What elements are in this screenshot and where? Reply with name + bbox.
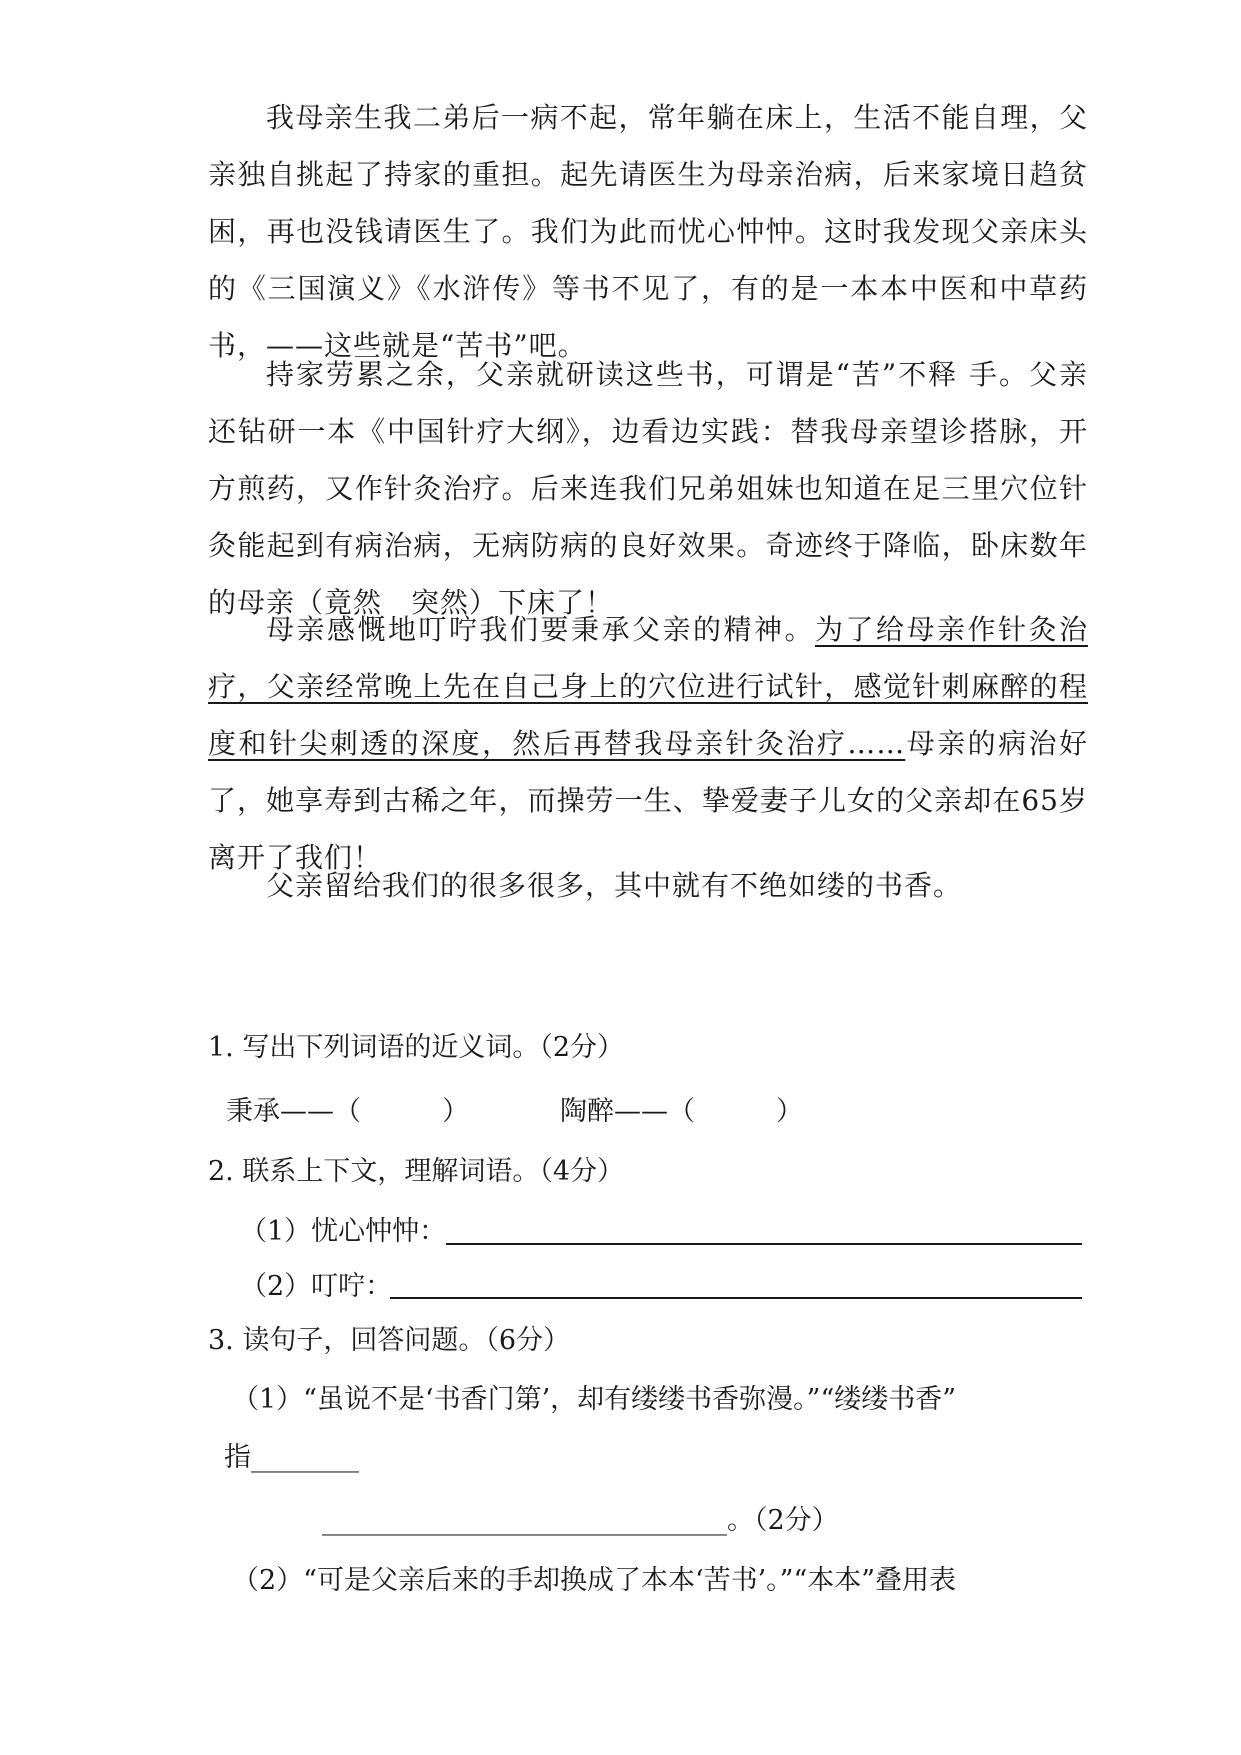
question-2-item-1: （1）忧心忡忡： [240, 1216, 447, 1247]
question-2-item-2: （2）叮咛： [240, 1271, 393, 1302]
question-3-item-2: （2）“可是父亲后来的手却换成了本本‘苦书’。”“本本”叠用表 [232, 1565, 957, 1596]
question-1-item-2: 陶醉——（ ） [560, 1096, 803, 1127]
passage-paragraph-2 [208, 346, 1088, 631]
question-3-item-1-continued: 指________ [224, 1442, 359, 1473]
answer-line-1[interactable] [446, 1243, 1082, 1245]
question-1-title: 1. 写出下列词语的近义词。（2分） [208, 1032, 625, 1063]
question-3-title: 3. 读句子，回答问题。（6分） [208, 1325, 571, 1356]
answer-line-2[interactable] [390, 1297, 1082, 1299]
passage-paragraph-3-lead: 母亲感慨地叮咛我们要秉承父亲的精神。 [266, 613, 815, 646]
passage-paragraph-1: 我母亲生我二弟后一病不起，常年躺在床上，生活不能自理，父亲独自挑起了持家的重担。起先请医生为母亲治病，后来家境日趋贫困，再也没钱请医生了。我们为此而忧心忡忡。这时我发现父亲床头的《三国演义》《水浒传》等书不见了，有的是一本本中医和中草药书，——这些就是“苦书”吧。 [208, 101, 1088, 362]
passage-paragraph-4: 父亲留给我们的很多很多，其中就有不绝如缕的书香。 [266, 869, 963, 902]
question-2-title: 2. 联系上下文，理解词语。（4分） [208, 1156, 625, 1187]
question-3-item-1: （1）“虽说不是‘书香门第’，却有缕缕书香弥漫。”“缕缕书香” [232, 1384, 957, 1415]
passage-paragraph-3-tail: 母亲的病治好了，她享寿到古稀之年，而操劳一生、挚爱妻子儿女的父亲却在65岁离开了我们！ [208, 727, 1088, 874]
passage-paragraph-3 [208, 601, 1088, 886]
question-1-item-1: 秉承——（ ） [226, 1096, 469, 1127]
underlined-sentence: 为了给母亲作针灸治疗，父亲经常晚上先在自己身上的穴位进行试针，感觉针刺麻醉的程度和针尖刺透的深度，然后再替我母亲针灸治疗…… [208, 613, 1088, 760]
question-3-item-1-blank: ______________________________。（2分） [322, 1505, 839, 1536]
passage-paragraph-2-text: 持家劳累之余，父亲就研读这些书，可谓是“苦”不释 手。父亲还钻研一本《中国针疗大纲》，边看边实践：替我母亲望诊搭脉，开方煎药，又作针灸治疗。后来连我们兄弟姐妹也知道在足三里穴位针灸能起到有病治病，无病防病的良好效果。奇迹终于降临，卧床数年的母亲（竟然 突然）下床了！ [208, 358, 1088, 619]
